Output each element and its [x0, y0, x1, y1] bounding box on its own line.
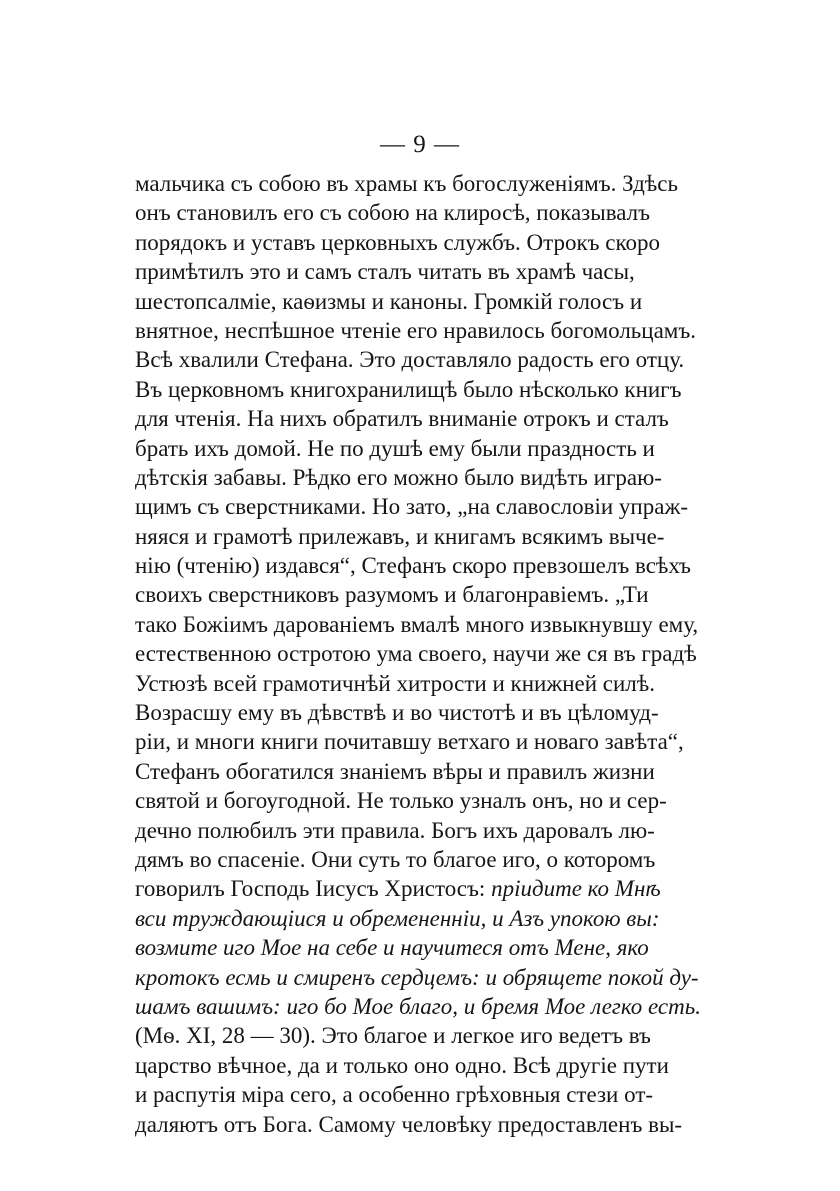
text-line: мальчика съ собою въ храмы къ богослуженiямъ. Здѣсь [135, 171, 678, 196]
quote-segment-italic: прiидите ко Мнѣ [491, 876, 661, 902]
quote-line: вси труждающiися и обремененнiи, и Азъ упокою вы: [135, 905, 660, 931]
page-number: — 9 — [380, 131, 460, 158]
text-line: примѣтилъ это и самъ сталъ читать въ храмѣ часы, [135, 259, 635, 285]
text-line: Всѣ хвалили Стефана. Это доставляло радость его отцу. [135, 347, 685, 373]
text-line-mixed [135, 874, 707, 903]
text-line: и распутiя мiра сего, а особенно грѣховныя стези от- [135, 1082, 654, 1108]
quote-line: возмите иго Мое на себе и научитеся отъ Мене, яко [135, 935, 649, 961]
text-line: Возрасшу ему въ дѣвствѣ и во чистотѣ и въ цѣломуд- [135, 700, 659, 726]
text-line: (Мѳ. XI, 28 — 30). Это благое и легкое иго ведетъ въ [135, 1023, 651, 1049]
text-segment-plain: говорилъ Господь Iисусъ Христосъ: [135, 876, 492, 902]
text-line: Въ церковномъ книгохранилищѣ было нѣсколько книгъ [135, 376, 682, 402]
text-line: естественною остротою ума своего, научи же ся въ градѣ [135, 641, 697, 667]
quote-line: кротокъ есмь и смиренъ сердцемъ: и обрящете покой ду- [135, 964, 699, 990]
text-line: рiи, и многи книги почитавшу ветхаго и новаго завѣта“, [135, 729, 684, 755]
text-line: Устюзѣ всей грамотичнѣй хитрости и книжней силѣ. [135, 670, 656, 696]
text-line: для чтенiя. На нихъ обратилъ вниманiе отрокъ и сталъ [135, 406, 669, 432]
text-line: брать ихъ домой. Не по душѣ ему были праздность и [135, 435, 655, 461]
text-line: дечно полюбилъ эти правила. Богъ ихъ даровалъ лю- [135, 817, 655, 843]
text-line: царство вѣчное, да и только оно одно. Всѣ другiе пути [135, 1052, 669, 1078]
text-line: Стефанъ обогатился знанiемъ вѣры и правилъ жизни [135, 758, 655, 784]
text-line: дѣтскiя забавы. Рѣдко его можно было видѣть играю- [135, 464, 662, 490]
text-line: няяся и грамотѣ прилежавъ, и книгамъ всякимъ выче- [135, 523, 665, 549]
text-line: нiю (чтенiю) издався“, Стефанъ скоро превзошелъ всѣхъ [135, 553, 691, 579]
text-line: своихъ сверстниковъ разумомъ и благонравiемъ. „Ти [135, 582, 649, 608]
text-line: онъ становилъ его съ собою на клиросѣ, показывалъ [135, 200, 651, 226]
text-line: святой и богоугодной. Не только узналъ онъ, но и сер- [135, 788, 667, 814]
text-line: тако Божiимъ дарованiемъ вмалѣ много извыкнувшу ему, [135, 611, 699, 637]
text-line: шестопсалмiе, каѳизмы и каноны. Громкiй голосъ и [135, 288, 643, 314]
body-text [135, 169, 707, 1139]
text-line: дямъ во спасенiе. Они суть то благое иго, о которомъ [135, 846, 656, 872]
quote-line: шамъ вашимъ: иго бо Мое благо, и бремя Мое легко есть. [135, 993, 701, 1019]
text-line: щимъ съ сверстниками. Но зато, „на славословiи упраж- [135, 494, 688, 520]
text-line: даляютъ отъ Бога. Самому человѣку предоставленъ вы- [135, 1111, 683, 1137]
text-line: внятное, неспѣшное чтенiе его нравилось богомольцамъ. [135, 317, 696, 343]
text-line: порядокъ и уставъ церковныхъ службъ. Отрокъ скоро [135, 229, 661, 255]
